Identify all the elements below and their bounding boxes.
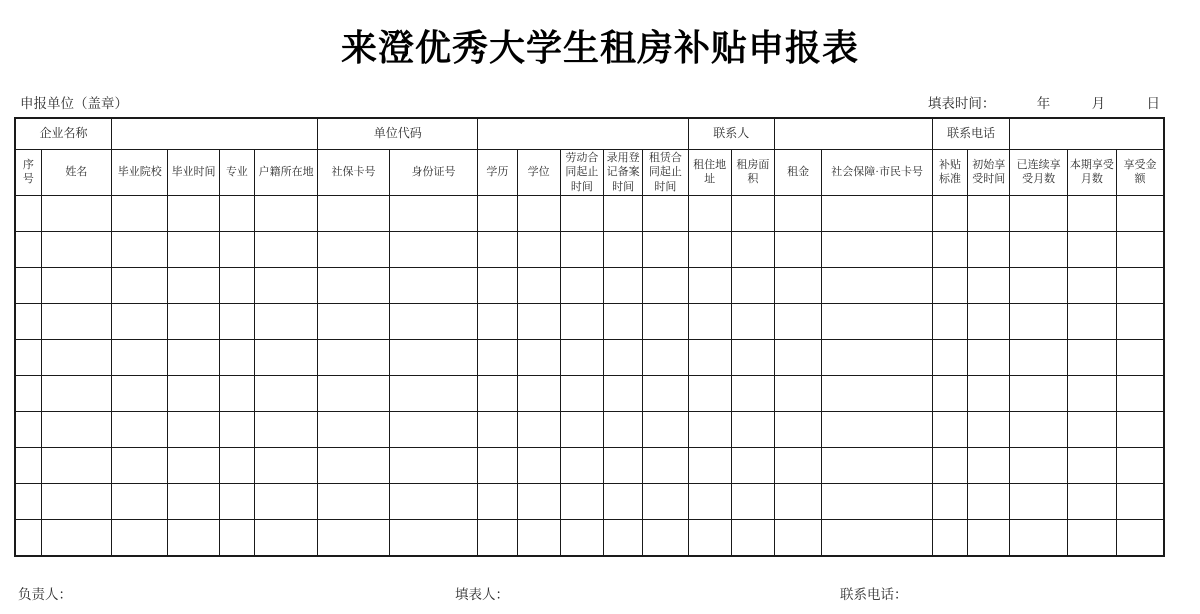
table-cell <box>168 519 219 556</box>
table-cell <box>219 447 254 483</box>
column-header: 专业 <box>219 150 254 196</box>
table-cell <box>15 303 41 339</box>
table-cell <box>822 267 933 303</box>
table-cell <box>560 519 603 556</box>
table-cell <box>968 231 1010 267</box>
table-cell <box>731 303 774 339</box>
table-cell <box>41 303 111 339</box>
table-cell <box>932 195 967 231</box>
table-cell <box>15 195 41 231</box>
column-header: 毕业时间 <box>168 150 219 196</box>
table-cell <box>318 303 389 339</box>
table-cell <box>168 195 219 231</box>
meta-row <box>20 92 1160 112</box>
table-cell <box>560 447 603 483</box>
group-header-cell: 联系人 <box>688 118 775 150</box>
table-cell <box>389 447 478 483</box>
table-row <box>15 231 1164 267</box>
table-cell <box>168 483 219 519</box>
table-cell <box>731 267 774 303</box>
table-row <box>15 267 1164 303</box>
column-header: 租住地址 <box>688 150 731 196</box>
table-cell <box>1117 195 1164 231</box>
table-cell <box>731 483 774 519</box>
table-cell <box>688 339 731 375</box>
table-cell <box>1067 195 1116 231</box>
table-cell <box>775 231 822 267</box>
table-cell <box>15 231 41 267</box>
day-label: 日 <box>1146 96 1160 111</box>
table-cell <box>41 519 111 556</box>
table-cell <box>219 195 254 231</box>
table-cell <box>478 411 517 447</box>
fill-date <box>928 92 1160 112</box>
table-cell <box>254 303 317 339</box>
table-row <box>15 195 1164 231</box>
table-cell <box>168 339 219 375</box>
table-cell <box>775 447 822 483</box>
table-cell <box>604 483 643 519</box>
column-header: 已连续享受月数 <box>1010 150 1067 196</box>
column-header: 学历 <box>478 150 517 196</box>
table-cell <box>822 411 933 447</box>
table-cell <box>389 519 478 556</box>
table-cell <box>1117 339 1164 375</box>
table-cell <box>1117 519 1164 556</box>
table-row <box>15 519 1164 556</box>
table-cell <box>389 195 478 231</box>
table-cell <box>1117 411 1164 447</box>
table-cell <box>643 303 688 339</box>
table-cell <box>219 303 254 339</box>
table-cell <box>1010 231 1067 267</box>
table-cell <box>1067 411 1116 447</box>
table-cell <box>15 375 41 411</box>
table-cell <box>604 303 643 339</box>
table-cell <box>15 483 41 519</box>
table-cell <box>389 483 478 519</box>
table-cell <box>1067 339 1116 375</box>
table-cell <box>932 483 967 519</box>
table-cell <box>112 267 168 303</box>
column-header: 户籍所在地 <box>254 150 317 196</box>
table-cell <box>478 303 517 339</box>
table-cell <box>968 375 1010 411</box>
table-cell <box>1010 375 1067 411</box>
table-cell <box>731 447 774 483</box>
table-cell <box>688 483 731 519</box>
table-cell <box>219 339 254 375</box>
table-cell <box>560 195 603 231</box>
table-row <box>15 339 1164 375</box>
group-header-row <box>15 118 1164 150</box>
table-cell <box>517 447 560 483</box>
table-cell <box>1010 447 1067 483</box>
table-cell <box>15 519 41 556</box>
table-cell <box>41 231 111 267</box>
table-cell <box>318 195 389 231</box>
table-cell <box>254 483 317 519</box>
table-cell <box>968 447 1010 483</box>
table-cell <box>1117 303 1164 339</box>
table-cell <box>775 411 822 447</box>
table-cell <box>219 375 254 411</box>
table-cell <box>254 411 317 447</box>
table-cell <box>1010 267 1067 303</box>
table-cell <box>731 519 774 556</box>
table-cell <box>560 483 603 519</box>
table-cell <box>731 339 774 375</box>
table-row <box>15 483 1164 519</box>
table-cell <box>968 303 1010 339</box>
table-cell <box>168 447 219 483</box>
table-cell <box>604 375 643 411</box>
table-cell <box>478 447 517 483</box>
table-cell <box>968 411 1010 447</box>
table-cell <box>643 231 688 267</box>
table-cell <box>775 267 822 303</box>
table-cell <box>968 195 1010 231</box>
table-cell <box>478 231 517 267</box>
table-cell <box>254 447 317 483</box>
table-cell <box>318 339 389 375</box>
table-cell <box>15 447 41 483</box>
table-cell <box>643 411 688 447</box>
table-cell <box>643 375 688 411</box>
contact-phone-label: 联系电话： <box>840 587 908 602</box>
group-header-blank-cell <box>775 118 933 150</box>
table-cell <box>517 303 560 339</box>
table-cell <box>643 519 688 556</box>
column-header: 录用登记备案时间 <box>604 150 643 196</box>
table-cell <box>389 231 478 267</box>
table-cell <box>775 519 822 556</box>
table-cell <box>688 195 731 231</box>
table-cell <box>517 231 560 267</box>
table-cell <box>478 375 517 411</box>
table-row <box>15 375 1164 411</box>
table-cell <box>219 231 254 267</box>
table-cell <box>604 339 643 375</box>
table-cell <box>168 375 219 411</box>
table-cell <box>643 339 688 375</box>
table-cell <box>731 375 774 411</box>
table-cell <box>1117 483 1164 519</box>
table-cell <box>560 303 603 339</box>
table-cell <box>932 231 967 267</box>
page-title: 来澄优秀大学生租房补贴申报表 <box>340 27 859 68</box>
table-cell <box>822 519 933 556</box>
table-cell <box>389 339 478 375</box>
column-header: 姓名 <box>41 150 111 196</box>
table-cell <box>15 267 41 303</box>
table-cell <box>822 483 933 519</box>
table-cell <box>1067 267 1116 303</box>
table-cell <box>604 411 643 447</box>
table-cell <box>1117 267 1164 303</box>
table-cell <box>112 411 168 447</box>
form-preparer-label: 填表人： <box>455 587 509 602</box>
application-table <box>14 117 1165 557</box>
column-header: 本期享受月数 <box>1067 150 1116 196</box>
table-cell <box>389 267 478 303</box>
table-cell <box>560 411 603 447</box>
table-cell <box>318 411 389 447</box>
table-cell <box>517 195 560 231</box>
column-header: 毕业院校 <box>112 150 168 196</box>
table-cell <box>560 375 603 411</box>
table-body <box>15 195 1164 556</box>
table-cell <box>1067 375 1116 411</box>
table-cell <box>643 267 688 303</box>
table-cell <box>389 411 478 447</box>
table-cell <box>112 483 168 519</box>
column-header: 学位 <box>517 150 560 196</box>
table-cell <box>318 267 389 303</box>
table-cell <box>1010 195 1067 231</box>
table-cell <box>478 339 517 375</box>
table-cell <box>1010 339 1067 375</box>
table-cell <box>932 519 967 556</box>
responsible-person-label: 负责人： <box>18 587 72 602</box>
table-cell <box>1117 375 1164 411</box>
table-cell <box>112 231 168 267</box>
table-cell <box>168 231 219 267</box>
table-cell <box>731 195 774 231</box>
fill-date-label: 填表时间： <box>927 96 996 111</box>
table-cell <box>112 447 168 483</box>
table-cell <box>1010 303 1067 339</box>
table-cell <box>112 303 168 339</box>
group-header-cell: 企业名称 <box>15 118 112 150</box>
table-row <box>15 303 1164 339</box>
table-cell <box>219 267 254 303</box>
table-cell <box>1067 483 1116 519</box>
table-cell <box>643 195 688 231</box>
table-cell <box>41 339 111 375</box>
table-cell <box>254 195 317 231</box>
table-cell <box>478 195 517 231</box>
table-cell <box>112 195 168 231</box>
group-header-blank-cell <box>1010 118 1164 150</box>
table-cell <box>560 231 603 267</box>
table-cell <box>168 267 219 303</box>
table-cell <box>41 483 111 519</box>
table-cell <box>1117 447 1164 483</box>
table-cell <box>1067 231 1116 267</box>
table-cell <box>604 195 643 231</box>
table-cell <box>15 411 41 447</box>
table-cell <box>318 231 389 267</box>
column-header: 劳动合同起止时间 <box>560 150 603 196</box>
group-header-cell: 联系电话 <box>932 118 1009 150</box>
table-cell <box>41 411 111 447</box>
column-header: 享受金额 <box>1117 150 1164 196</box>
table-cell <box>517 483 560 519</box>
table-cell <box>775 303 822 339</box>
table-cell <box>968 483 1010 519</box>
table-cell <box>775 195 822 231</box>
table-cell <box>775 375 822 411</box>
table-cell <box>775 483 822 519</box>
table-cell <box>688 303 731 339</box>
table-cell <box>775 339 822 375</box>
table-cell <box>389 375 478 411</box>
table-cell <box>1010 411 1067 447</box>
table-cell <box>932 375 967 411</box>
column-header: 社会保障·市民卡号 <box>822 150 933 196</box>
table-cell <box>254 267 317 303</box>
table-cell <box>517 375 560 411</box>
table-cell <box>41 195 111 231</box>
table-cell <box>254 231 317 267</box>
table-cell <box>604 231 643 267</box>
table-cell <box>318 483 389 519</box>
table-cell <box>41 447 111 483</box>
table-cell <box>15 339 41 375</box>
table-cell <box>822 231 933 267</box>
column-header: 租金 <box>775 150 822 196</box>
table-cell <box>41 267 111 303</box>
table-cell <box>822 339 933 375</box>
table-cell <box>389 303 478 339</box>
group-header-blank-cell <box>112 118 318 150</box>
column-header: 租赁合同起止时间 <box>643 150 688 196</box>
table-cell <box>318 447 389 483</box>
table-cell <box>643 483 688 519</box>
group-header-blank-cell <box>478 118 688 150</box>
table-cell <box>112 339 168 375</box>
table-cell <box>604 519 643 556</box>
table-cell <box>1067 447 1116 483</box>
column-header: 序号 <box>15 150 41 196</box>
table-cell <box>318 375 389 411</box>
table-cell <box>643 447 688 483</box>
table-cell <box>968 267 1010 303</box>
year-label: 年 <box>1036 96 1051 111</box>
column-header: 补贴标准 <box>932 150 967 196</box>
table-cell <box>168 303 219 339</box>
table-cell <box>219 519 254 556</box>
table-cell <box>1010 483 1067 519</box>
table-cell <box>168 411 219 447</box>
table-cell <box>968 339 1010 375</box>
table-cell <box>1010 519 1067 556</box>
table-cell <box>932 303 967 339</box>
table-cell <box>219 411 254 447</box>
declaring-unit-label: 申报单位（盖章） <box>20 96 128 111</box>
column-header: 社保卡号 <box>318 150 389 196</box>
table-cell <box>688 375 731 411</box>
table-cell <box>112 519 168 556</box>
table-cell <box>517 339 560 375</box>
table-cell <box>688 447 731 483</box>
table-cell <box>560 267 603 303</box>
table-cell <box>41 375 111 411</box>
table-row <box>15 447 1164 483</box>
table-cell <box>478 483 517 519</box>
table-cell <box>1067 303 1116 339</box>
table-cell <box>932 411 967 447</box>
table-header <box>15 118 1164 195</box>
table-cell <box>254 519 317 556</box>
table-cell <box>1067 519 1116 556</box>
column-header: 初始享受时间 <box>968 150 1010 196</box>
column-header: 租房面积 <box>731 150 774 196</box>
table-cell <box>560 339 603 375</box>
table-cell <box>604 267 643 303</box>
table-cell <box>478 267 517 303</box>
table-cell <box>822 447 933 483</box>
table-cell <box>968 519 1010 556</box>
table-cell <box>688 411 731 447</box>
table-cell <box>478 519 517 556</box>
table-cell <box>822 375 933 411</box>
table-cell <box>688 519 731 556</box>
table-cell <box>932 339 967 375</box>
table-cell <box>688 231 731 267</box>
table-cell <box>822 303 933 339</box>
table-cell <box>731 411 774 447</box>
table-cell <box>254 339 317 375</box>
column-header: 身份证号 <box>389 150 478 196</box>
table-cell <box>822 195 933 231</box>
column-header-row <box>15 150 1164 196</box>
table-cell <box>517 267 560 303</box>
table-cell <box>604 447 643 483</box>
table-cell <box>254 375 317 411</box>
table-cell <box>112 375 168 411</box>
month-label: 月 <box>1091 96 1106 111</box>
table-cell <box>1117 231 1164 267</box>
table-row <box>15 411 1164 447</box>
table-cell <box>688 267 731 303</box>
table-cell <box>932 447 967 483</box>
table-cell <box>318 519 389 556</box>
table-cell <box>517 519 560 556</box>
table-cell <box>517 411 560 447</box>
table-cell <box>731 231 774 267</box>
table-cell <box>932 267 967 303</box>
group-header-cell: 单位代码 <box>318 118 478 150</box>
table-cell <box>219 483 254 519</box>
